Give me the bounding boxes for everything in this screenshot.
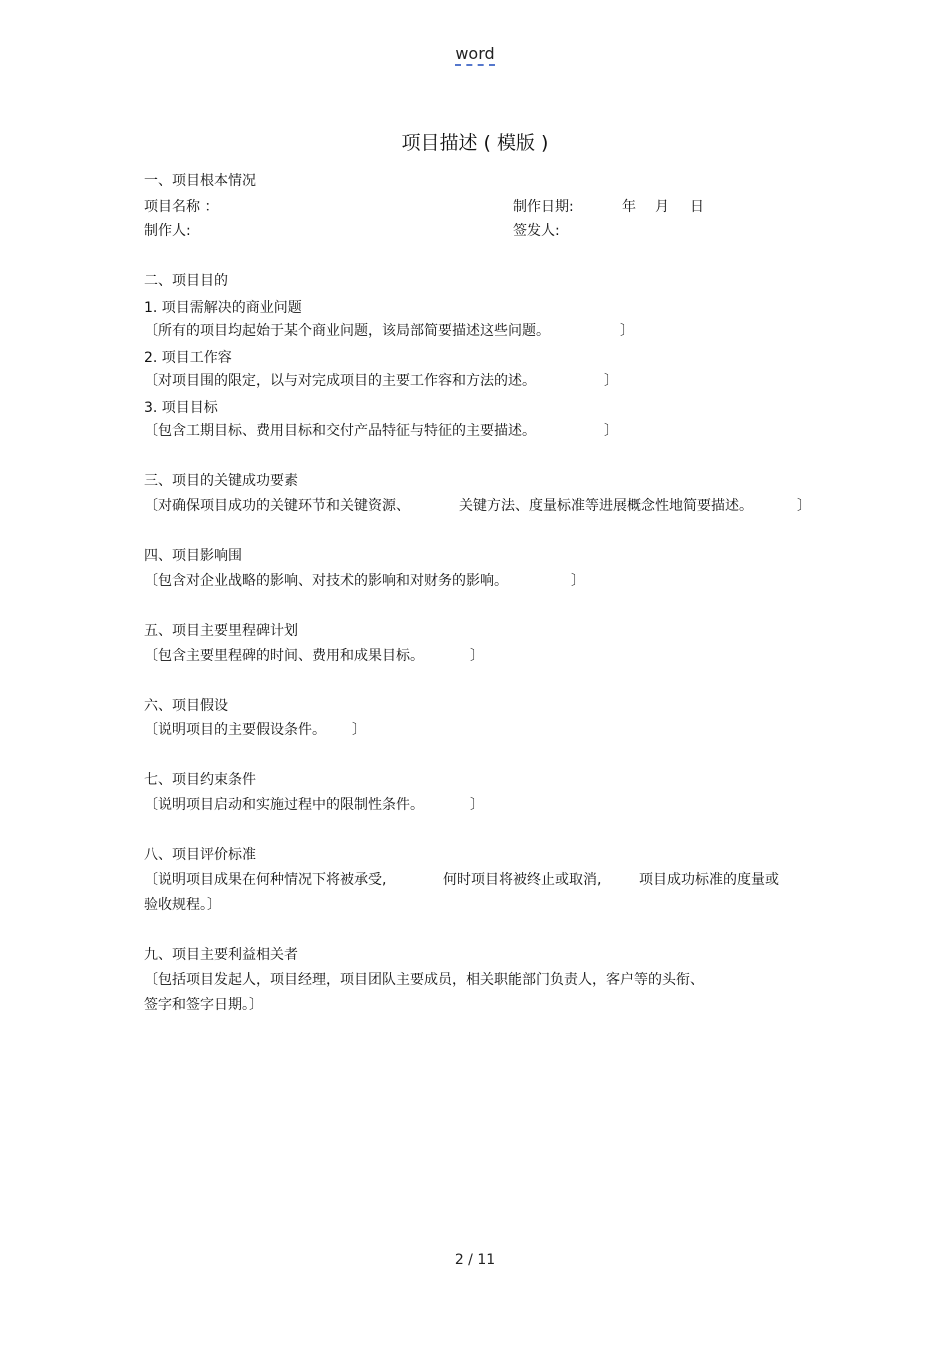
item-1-close-bracket: 〕 bbox=[620, 323, 634, 339]
section-8-description-c: 项目成功标准的度量或 bbox=[639, 872, 779, 888]
section-6-description: 〔说明项目的主要假设条件。 bbox=[144, 722, 326, 738]
section-8-description-a: 〔说明项目成果在何种情况下将被承受, bbox=[144, 872, 387, 888]
section-4-heading: 四、项目影响围 bbox=[144, 548, 242, 564]
section-9-description-b: 签字和签字日期。〕 bbox=[144, 997, 263, 1013]
section-5-heading: 五、项目主要里程碑计划 bbox=[144, 623, 298, 639]
section-3-description-a: 〔对确保项目成功的关键环节和关键资源、 bbox=[144, 498, 410, 514]
item-2-title: 2. 项目工作容 bbox=[144, 350, 232, 366]
item-3-description: 〔包含工期目标、费用目标和交付产品特征与特征的主要描述。 bbox=[144, 423, 536, 439]
year-label: 年 bbox=[622, 199, 636, 215]
section-9-heading: 九、项目主要利益相关者 bbox=[144, 947, 298, 963]
section-5-description: 〔包含主要里程碑的时间、费用和成果目标。 bbox=[144, 648, 424, 664]
section-3-close-bracket: 〕 bbox=[797, 498, 811, 514]
page-number: 2 / 11 bbox=[454, 1252, 496, 1268]
date-label: 制作日期: bbox=[513, 199, 574, 215]
section-8-heading: 八、项目评价标准 bbox=[144, 847, 256, 863]
item-1-title: 1. 项目需解决的商业问题 bbox=[144, 300, 302, 316]
section-3-description-b: 关键方法、度量标准等进展概念性地简要描述。 bbox=[459, 498, 753, 514]
section-7-description: 〔说明项目启动和实施过程中的限制性条件。 bbox=[144, 797, 424, 813]
maker-label: 制作人: bbox=[144, 223, 191, 239]
day-label: 日 bbox=[690, 199, 704, 215]
section-8-description-d: 验收规程。〕 bbox=[144, 897, 221, 913]
section-7-heading: 七、项目约束条件 bbox=[144, 772, 256, 788]
item-3-close-bracket: 〕 bbox=[604, 423, 618, 439]
section-8-description-b: 何时项目将被终止或取消, bbox=[443, 872, 602, 888]
month-label: 月 bbox=[655, 199, 669, 215]
section-3-heading: 三、项目的关键成功要素 bbox=[144, 473, 298, 489]
item-3-title: 3. 项目目标 bbox=[144, 400, 218, 416]
project-name-label: 项目名称 ： bbox=[144, 199, 219, 215]
section-9-description-a: 〔包括项目发起人，项目经理，项目团队主要成员，相关职能部门负责人，客户等的头衔、 bbox=[144, 972, 704, 988]
document-title: 项目描述 ( 模版 ) bbox=[401, 132, 549, 154]
page-header bbox=[0, 44, 950, 63]
item-2-close-bracket: 〕 bbox=[604, 373, 618, 389]
item-1-description: 〔所有的项目均起始于某个商业问题，该局部简要描述这些问题。 bbox=[144, 323, 550, 339]
section-1-heading: 一、项目根本情况 bbox=[144, 173, 256, 189]
section-6-heading: 六、项目假设 bbox=[144, 698, 228, 714]
item-2-description: 〔对项目围的限定，以与对完成项目的主要工作容和方法的述。 bbox=[144, 373, 536, 389]
section-5-close-bracket: 〕 bbox=[470, 648, 484, 664]
header-word-text: word bbox=[455, 44, 494, 66]
issuer-label: 签发人: bbox=[513, 223, 560, 239]
section-4-close-bracket: 〕 bbox=[571, 573, 585, 589]
section-4-description: 〔包含对企业战略的影响、对技术的影响和对财务的影响。 bbox=[144, 573, 508, 589]
section-7-close-bracket: 〕 bbox=[470, 797, 484, 813]
section-6-close-bracket: 〕 bbox=[352, 722, 366, 738]
section-2-heading: 二、项目目的 bbox=[144, 273, 228, 289]
